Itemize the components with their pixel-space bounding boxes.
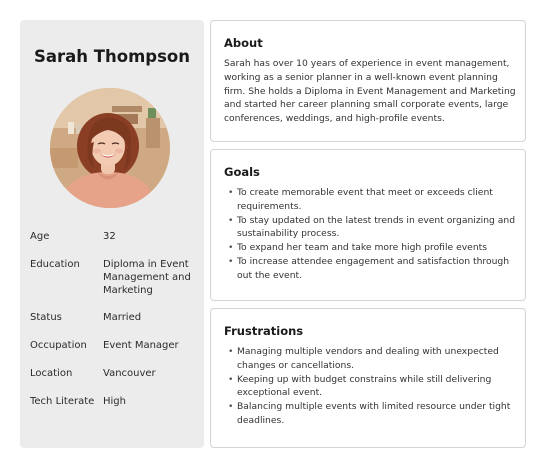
education-label: Education: [30, 259, 80, 270]
avatar: [50, 88, 170, 208]
about-card: [210, 20, 526, 142]
education-value: Diploma in Event Management and Marketing: [103, 259, 191, 296]
profile-sidebar: [20, 20, 204, 448]
portrait-photo-icon: [50, 88, 170, 208]
about-text: Sarah has over 10 years of experience in event management, working as a senior planner in a well-known event planning firm. She holds a Diploma in Event Management and Marketing and started her career planning small corporate events, large conferences, weddings, and high-profile events.: [224, 58, 516, 125]
tech-literate-label: Tech Literate: [30, 396, 95, 407]
location-value: Vancouver: [103, 368, 156, 379]
goals-title: Goals: [224, 165, 260, 179]
frustrations-list: [228, 345, 519, 428]
tech-literate-value: High: [103, 396, 126, 407]
status-value: Married: [103, 312, 142, 323]
list-item: • Balancing multiple events with limited resource under tight deadlines.: [228, 400, 519, 428]
occupation-value: Event Manager: [103, 340, 179, 351]
list-item: • Managing multiple vendors and dealing with unexpected changes or cancellations.: [228, 345, 519, 373]
list-item: • To expand her team and take more high profile events: [228, 241, 519, 255]
location-label: Location: [30, 368, 73, 379]
about-title: About: [224, 36, 263, 50]
goals-card: [210, 149, 526, 301]
frustrations-card: [210, 308, 526, 448]
status-label: Status: [30, 312, 62, 323]
frustrations-title: Frustrations: [224, 324, 304, 338]
goals-list: [228, 186, 519, 283]
persona-name: Sarah Thompson: [33, 47, 191, 66]
age-label: Age: [30, 231, 50, 242]
list-item: • To increase attendee engagement and satisfaction through out the event.: [228, 255, 519, 283]
list-item: • To create memorable event that meet or exceeds client requirements.: [228, 186, 519, 214]
occupation-label: Occupation: [30, 340, 87, 351]
list-item: • Keeping up with budget constrains while still delivering exceptional event.: [228, 373, 519, 401]
age-value: 32: [103, 231, 116, 242]
list-item: • To stay updated on the latest trends in event organizing and sustainability process.: [228, 214, 519, 242]
